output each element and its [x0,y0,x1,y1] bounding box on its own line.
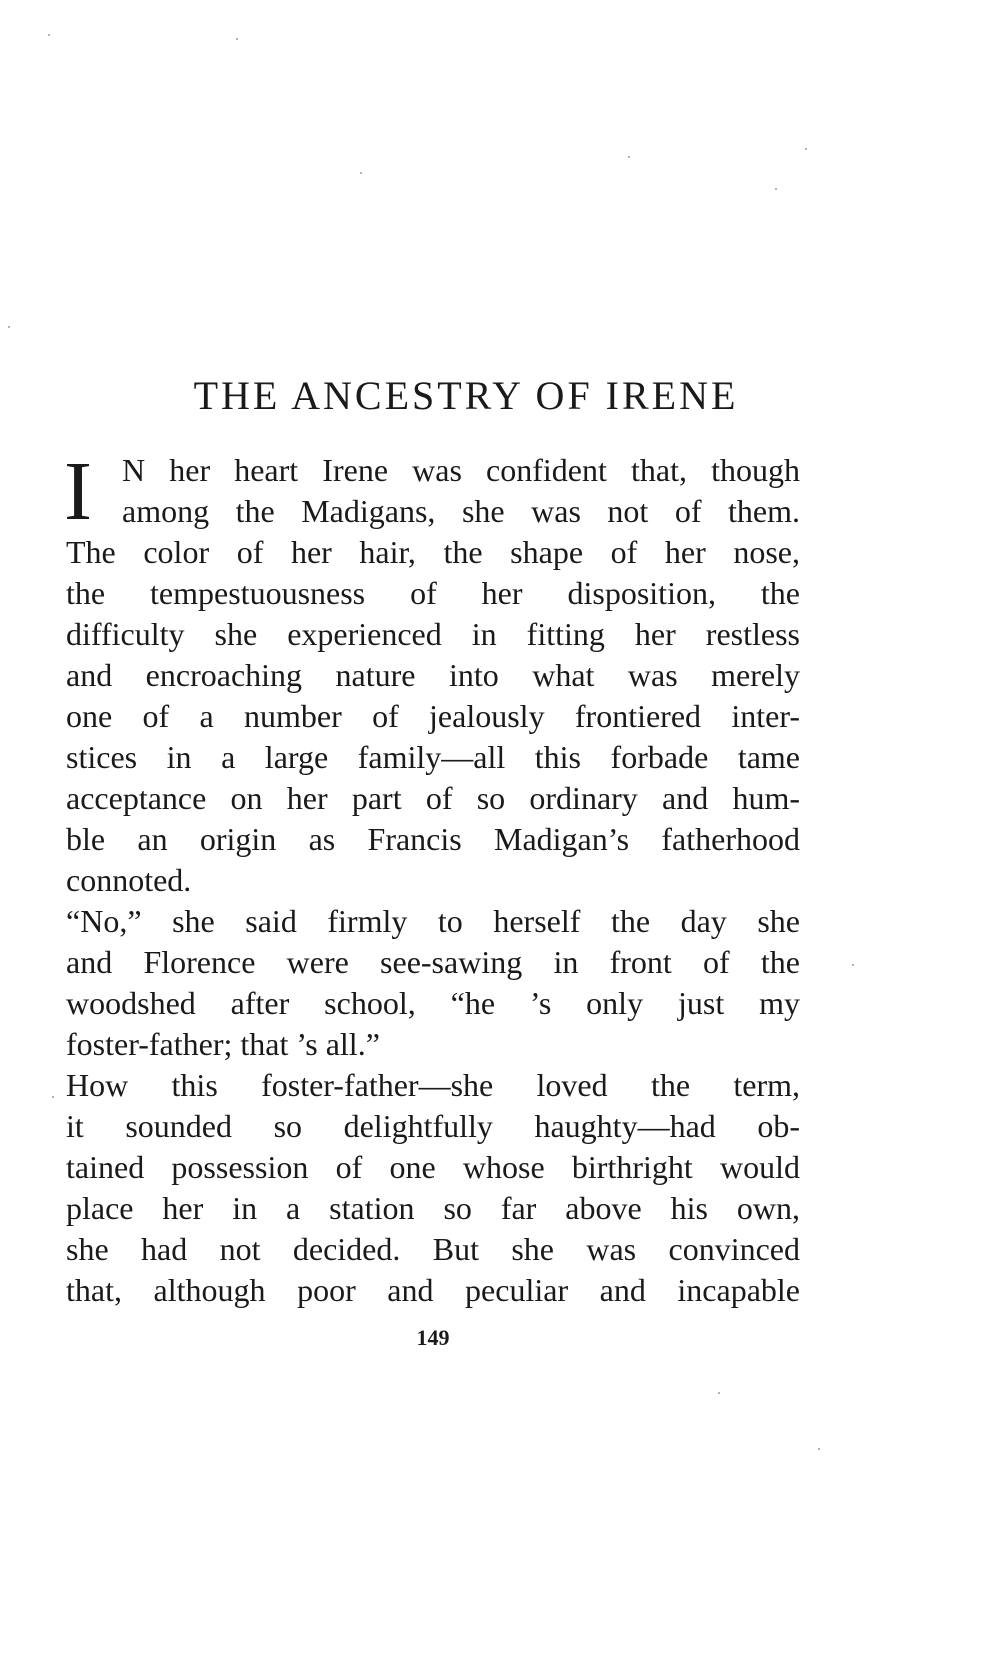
scan-speck [718,1392,720,1394]
text-line-content: “No,” she said firmly to herself the day she [66,903,800,939]
text-line: and encroaching nature into what was merely [66,657,800,693]
text-line: among the Madigans, she was not of them. [122,493,800,529]
text-line: place her in a station so far above his own, [66,1190,800,1226]
paragraph [66,1065,800,1311]
drop-cap-block [64,445,800,538]
text-line: woodshed after school, “he ’s only just my [66,985,800,1021]
text-line: the tempestuousness of her disposition, the [66,575,800,611]
text-line: The color of her hair, the shape of her nose, [66,534,800,570]
text-line: one of a number of jealously frontiered inter- [66,698,800,734]
scan-speck [52,1096,54,1098]
scan-speck [360,172,362,174]
paragraph [66,901,800,1065]
text-line: foster-father; that ’s all.” [66,1026,380,1062]
scan-speck [236,38,238,40]
scan-speck [628,156,630,158]
chapter-body [64,445,800,1311]
text-line: that, although poor and peculiar and incapable [66,1272,800,1308]
scan-speck [8,326,10,328]
scan-speck [775,188,777,190]
text-line: ble an origin as Francis Madigan’s fatherhood [66,821,800,857]
text-line: she had not decided. But she was convinced [66,1231,800,1267]
text-line [66,901,800,942]
text-line: stices in a large family—all this forbade tame [66,739,800,775]
drop-cap: I [64,445,92,538]
text-line: acceptance on her part of so ordinary and hum- [66,780,800,816]
scan-speck [48,34,50,36]
scan-speck [818,1448,820,1450]
text-line: difficulty she experienced in fitting her restless [66,616,800,652]
paragraph [64,445,800,901]
chapter-title: THE ANCESTRY OF IRENE [193,373,739,418]
text-line: N her heart Irene was confident that, though [122,452,800,488]
text-line: tained possession of one whose birthright would [66,1149,800,1185]
text-line: connoted. [66,862,192,898]
page-number: 149 [416,1325,450,1350]
scan-speck [852,964,854,966]
text-line: and Florence were see-sawing in front of the [66,944,800,980]
text-line: it sounded so delightfully haughty—had ob- [66,1108,800,1144]
scan-speck [805,148,807,150]
text-line [66,1065,800,1106]
text-line-content: How this foster-father—she loved the term, [66,1067,800,1103]
